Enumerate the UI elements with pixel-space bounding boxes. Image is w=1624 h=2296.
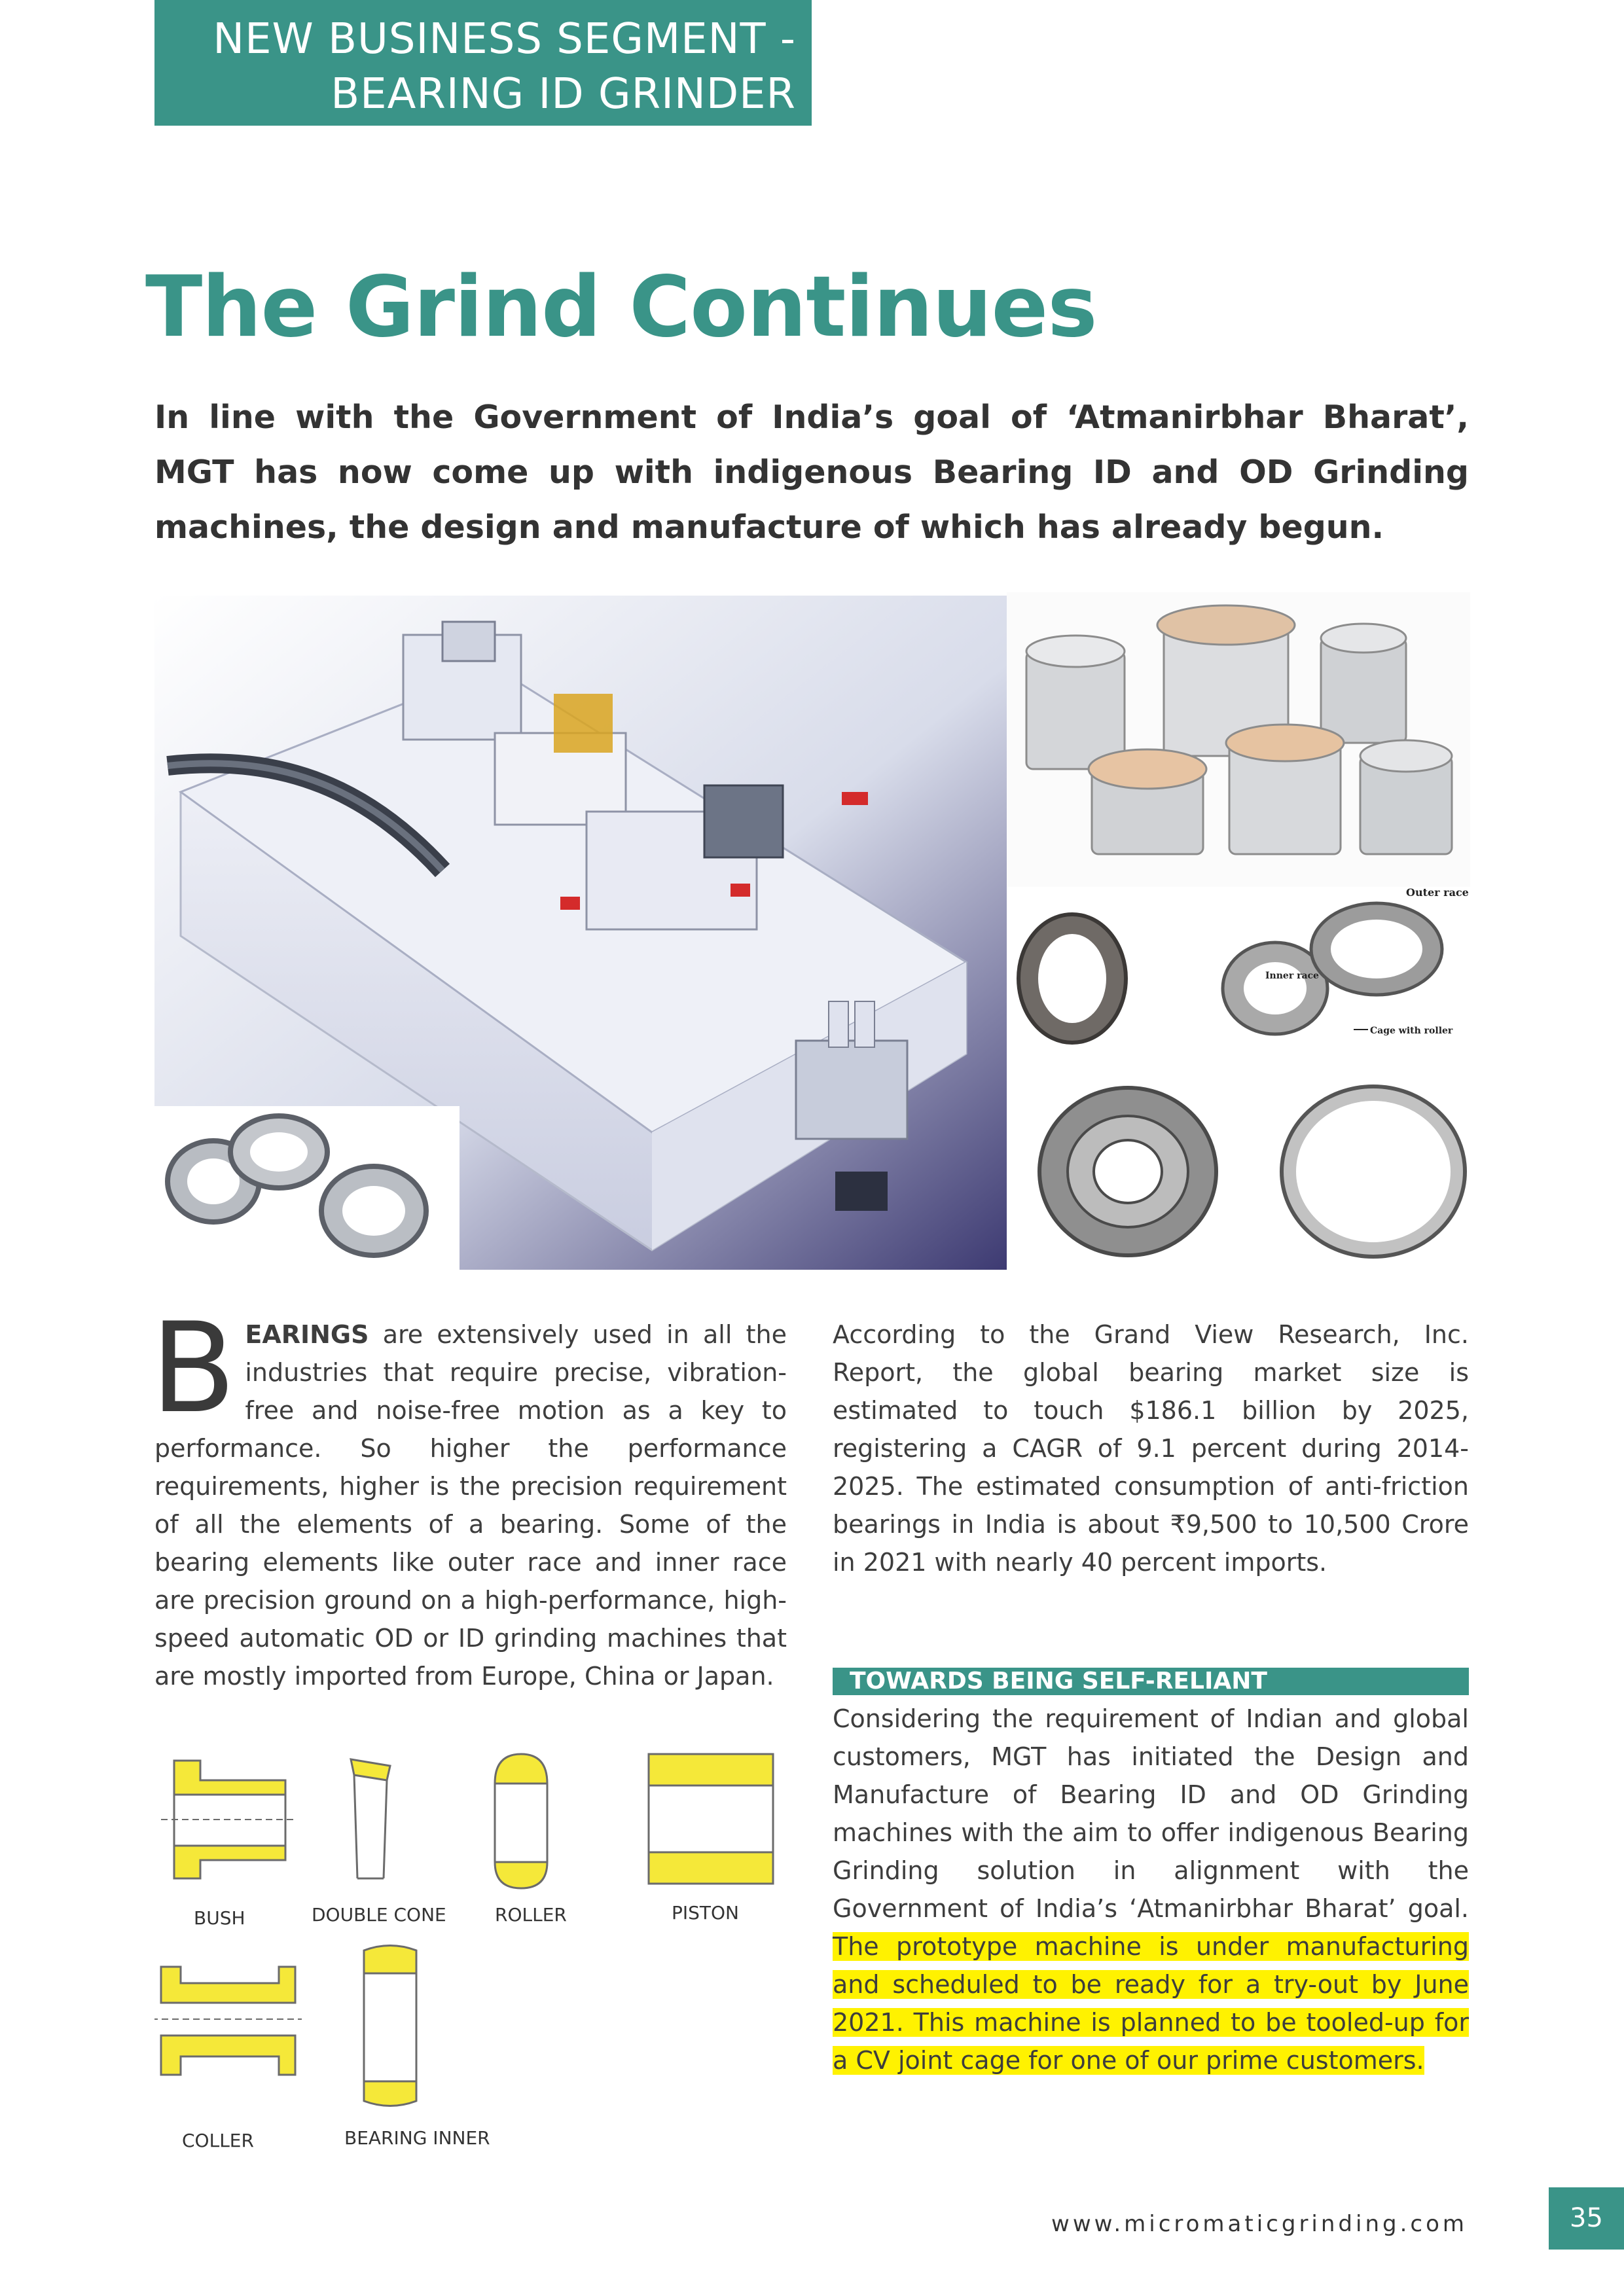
diagram-label-bearing-inner: BEARING INNER — [344, 2127, 490, 2149]
bushings-image — [1007, 592, 1470, 887]
highlighted-text: The prototype machine is under manufacturing and scheduled to be ready for a try-out by June 2021. This machine is planned to be tooled-up for a CV joint cage for one of our prime customers. — [833, 1932, 1469, 2075]
lead-word: EARINGS — [245, 1320, 369, 1349]
market-paragraph: According to the Grand View Research, Inc. Report, the global bearing market size is estimated to touch $186.1 billion by 2025, registering a CAGR of 9.1 percent during 2014-2025. The estimated consumption of anti-friction bearings in India is about ₹9,500 to 10,500 Crore in 2021 with nearly 40 percent imports. — [833, 1320, 1469, 1577]
bearing-cage-image — [154, 1106, 460, 1270]
diagram-label-piston: PISTON — [672, 1902, 740, 1924]
segment-line-2: BEARING ID GRINDER — [331, 70, 796, 118]
self-reliant-body: Considering the requirement of Indian and global customers, MGT has initiated the Design and Manufacture of Bearing ID and OD Grinding machines with the aim to offer indigenous Bearing Grinding solution in alignment with the Government of India’s ‘Atmanirbhar Bharat’ goal. — [833, 1704, 1469, 1923]
tapered-bearing-image — [1007, 887, 1470, 1077]
footer-url: www.micromaticgrinding.com — [1051, 2211, 1468, 2237]
outer-race-label: Outer race — [1406, 887, 1469, 899]
left-column-body: are extensively used in all the industries that require precise, vibration-free and noise-free motion as a key to performance. So higher the performance requirements, higher is the precision requirement of all the elements of a bearing. Some of the bearing elements like outer race and inner race are precision ground on a high-performance, high-speed automatic OD or ID grinding machines that are mostly imported from Europe, China or Japan. — [154, 1320, 787, 1691]
page-title: The Grind Continues — [145, 259, 1097, 356]
diagram-label-bush: BUSH — [194, 1907, 245, 1929]
spherical-bearing-image — [1007, 1077, 1470, 1270]
diagram-label-double-cone: DOUBLE CONE — [312, 1904, 446, 1926]
segment-banner — [154, 0, 812, 126]
self-reliant-text — [833, 1700, 1469, 2079]
intro-paragraph: In line with the Government of India’s goal of ‘Atmanirbhar Bharat’, MGT has now come up with indigenous Bearing ID and OD Grinding machines, the design and manufacture of which has already begun. — [154, 399, 1469, 546]
part-profiles-diagram — [154, 1748, 796, 2166]
diagram-label-coller: COLLER — [182, 2130, 254, 2151]
drop-cap: B — [151, 1296, 236, 1441]
inner-race-label: Inner race — [1265, 971, 1319, 981]
section-heading: TOWARDS BEING SELF-RELIANT — [833, 1668, 1469, 1695]
segment-line-1: NEW BUSINESS SEGMENT - — [213, 15, 796, 63]
cage-with-roller-label: Cage with roller — [1370, 1026, 1453, 1036]
left-column-text — [151, 1296, 787, 1695]
page-number: 35 — [1549, 2187, 1624, 2250]
diagram-label-roller: ROLLER — [495, 1904, 567, 1926]
